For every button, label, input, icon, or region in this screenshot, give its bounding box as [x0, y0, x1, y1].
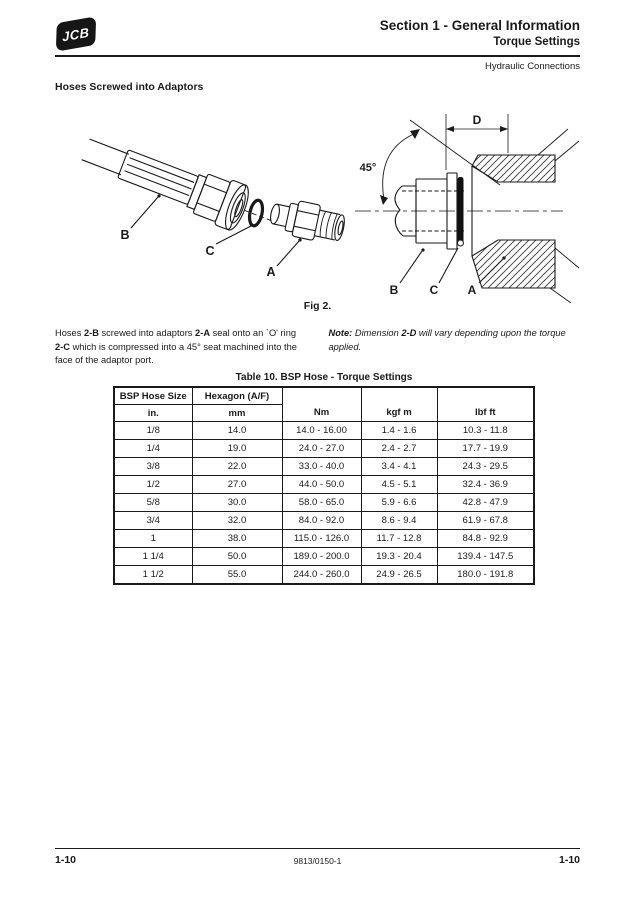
torque-table	[113, 386, 535, 585]
table-cell: 22.0	[192, 458, 282, 476]
technical-drawing	[55, 98, 580, 303]
figure-caption: Fig 2.	[303, 300, 332, 312]
table-cell: 84.8 - 92.9	[437, 530, 534, 548]
table-cell: 19.0	[192, 440, 282, 458]
header-rule	[55, 55, 580, 57]
section-title: Section 1 - General Information	[379, 18, 580, 33]
figure-2	[55, 98, 580, 303]
table-cell: 4.5 - 5.1	[361, 476, 437, 494]
table-cell: 1 1/4	[114, 548, 192, 566]
unit-in: in.	[114, 405, 192, 422]
table-cell: 50.0	[192, 548, 282, 566]
table-cell: 1/8	[114, 422, 192, 440]
header-hexagon: Hexagon (A/F)	[192, 387, 282, 405]
table-cell: 14.0 - 16.00	[282, 422, 361, 440]
table-row	[114, 512, 534, 530]
label-d-dimension: D	[472, 113, 482, 127]
table-cell: 58.0 - 65.0	[282, 494, 361, 512]
table-header-row	[114, 387, 534, 405]
table-cell: 1/4	[114, 440, 192, 458]
table-cell: 30.0	[192, 494, 282, 512]
breadcrumb: Hydraulic Connections	[484, 61, 580, 72]
paragraph-text: screwed into adaptors	[98, 328, 196, 338]
table-cell: 1	[114, 530, 192, 548]
table-cell: 32.4 - 36.9	[437, 476, 534, 494]
table-row	[114, 476, 534, 494]
table-cell: 1 1/2	[114, 566, 192, 585]
table-cell: 189.0 - 200.0	[282, 548, 361, 566]
table-cell: 5/8	[114, 494, 192, 512]
table-cell: 61.9 - 67.8	[437, 512, 534, 530]
table-cell: 1/2	[114, 476, 192, 494]
note-label: Note:	[328, 328, 353, 338]
table-caption: Table 10. BSP Hose - Torque Settings	[235, 372, 413, 383]
ref-2a: 2-A	[195, 328, 211, 338]
label-a-left: A	[266, 265, 276, 279]
section-subtitle: Torque Settings	[493, 35, 580, 48]
table-cell: 24.0 - 27.0	[282, 440, 361, 458]
table-row	[114, 458, 534, 476]
table-cell: 180.0 - 191.8	[437, 566, 534, 585]
footer-page-number-right: 1-10	[558, 854, 580, 866]
header-lbfft: lbf ft	[437, 387, 534, 422]
page-heading: Hoses Screwed into Adaptors	[55, 81, 204, 93]
table-cell: 27.0	[192, 476, 282, 494]
compressed-o-ring	[458, 177, 464, 245]
body-paragraph	[55, 327, 307, 368]
table-cell: 3.4 - 4.1	[361, 458, 437, 476]
table-cell: 55.0	[192, 566, 282, 585]
jcb-logo-text: JCB	[61, 24, 91, 44]
jcb-logo	[57, 17, 95, 50]
table-cell: 2.4 - 2.7	[361, 440, 437, 458]
table-cell: 115.0 - 126.0	[282, 530, 361, 548]
table-row	[114, 566, 534, 585]
header-kgfm: kgf m	[361, 387, 437, 422]
table-cell: 3/4	[114, 512, 192, 530]
header-nm: Nm	[282, 387, 361, 422]
footer-page-number-left: 1-10	[55, 854, 77, 866]
table-cell: 42.8 - 47.9	[437, 494, 534, 512]
table-cell: 8.6 - 9.4	[361, 512, 437, 530]
footer-doc-ref: 9813/0150-1	[293, 856, 342, 866]
body-columns	[55, 327, 580, 368]
o-ring-shape	[247, 199, 264, 227]
table-row	[114, 422, 534, 440]
table-row	[114, 440, 534, 458]
note-text: will vary depending upon the torque applied.	[328, 328, 566, 352]
table-cell: 139.4 - 147.5	[437, 548, 534, 566]
table-cell: 10.3 - 11.8	[437, 422, 534, 440]
note-text: Dimension	[352, 328, 402, 338]
table-cell: 24.9 - 26.5	[361, 566, 437, 585]
cross-section-drawing	[355, 114, 579, 303]
adaptor-shape	[267, 196, 347, 247]
table-cell: 14.0	[192, 422, 282, 440]
unit-mm: mm	[192, 405, 282, 422]
table-cell: 84.0 - 92.0	[282, 512, 361, 530]
label-45-degrees: 45°	[359, 162, 377, 174]
ref-2b: 2-B	[83, 328, 99, 338]
table-cell: 38.0	[192, 530, 282, 548]
table-cell: 244.0 - 260.0	[282, 566, 361, 585]
table-cell: 5.9 - 6.6	[361, 494, 437, 512]
table-cell: 32.0	[192, 512, 282, 530]
label-c-left: C	[205, 244, 215, 258]
header-size: BSP Hose Size	[114, 387, 192, 405]
table-cell: 19.3 - 20.4	[361, 548, 437, 566]
table-row	[114, 530, 534, 548]
table-cell: 33.0 - 40.0	[282, 458, 361, 476]
footer-rule	[55, 848, 580, 849]
table-cell: 11.7 - 12.8	[361, 530, 437, 548]
label-a-right: A	[467, 283, 477, 297]
table-cell: 17.7 - 19.9	[437, 440, 534, 458]
torque-table-section	[113, 372, 535, 585]
table-cell: 1.4 - 1.6	[361, 422, 437, 440]
header-titles	[380, 18, 580, 49]
label-b-left: B	[120, 228, 130, 242]
paragraph-text: seal onto an `O' ring	[210, 328, 297, 338]
table-cell: 24.3 - 29.5	[437, 458, 534, 476]
ref-2d: 2-D	[401, 328, 417, 338]
paragraph-text: Hoses	[55, 328, 84, 338]
label-b-right: B	[389, 283, 399, 297]
note-paragraph	[329, 327, 581, 368]
ref-2c: 2-C	[55, 341, 70, 352]
table-cell: 44.0 - 50.0	[282, 476, 361, 494]
table-row	[114, 548, 534, 566]
table-cell: 3/8	[114, 458, 192, 476]
paragraph-text: which is compressed into a 45° seat machined into the face of the adaptor port.	[55, 341, 297, 365]
table-row	[114, 494, 534, 512]
label-c-right: C	[429, 283, 439, 297]
